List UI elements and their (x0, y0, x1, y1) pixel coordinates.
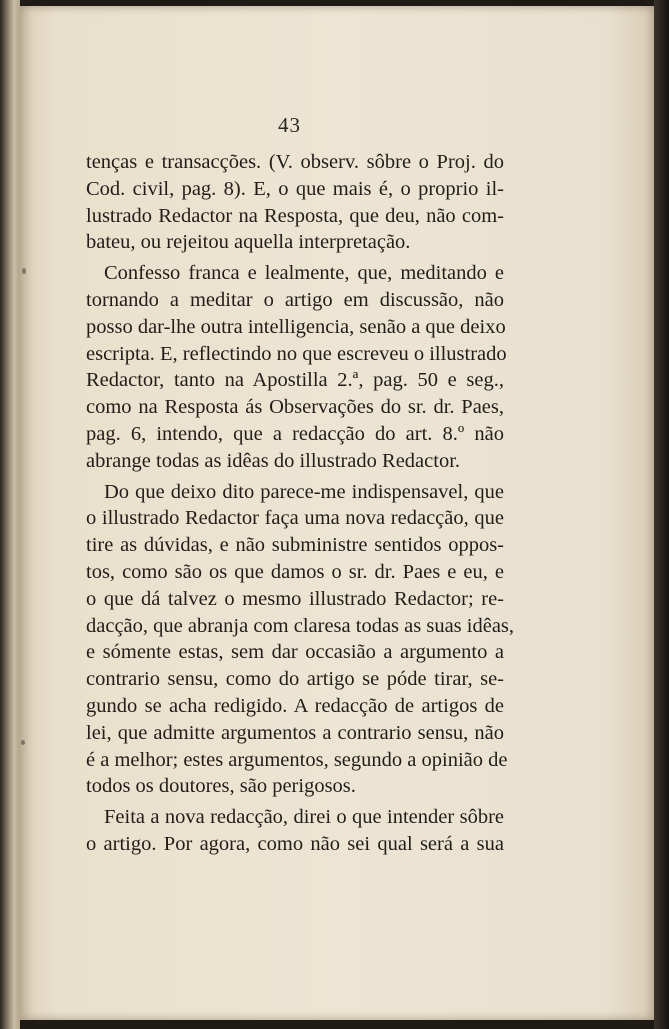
page-edge (654, 0, 669, 1029)
text-line: todos os doutores, são perigosos. (86, 775, 356, 798)
text-line: gundo se acha redigido. A redacção de artigos de (86, 694, 504, 717)
text-line: Feita a nova redacção, direi o que intender sôbre (104, 806, 504, 829)
text-line: tornando a meditar o artigo em discussão, não (86, 288, 504, 311)
book-binding (0, 0, 20, 1029)
ink-spot (21, 740, 25, 745)
text-line: Do que deixo dito parece-me indispensavel, que (104, 480, 504, 503)
text-line: pag. 6, intendo, que a redacção do art. 8.º não (86, 422, 504, 445)
text-line: o artigo. Por agora, como não sei qual será a sua (86, 832, 504, 855)
text-line: Redactor, tanto na Apostilla 2.ª, pag. 50 e seg., (86, 369, 504, 392)
text-line: e sómente estas, sem dar occasião a argumento a (86, 641, 504, 664)
page-number: 43 (278, 113, 301, 137)
text-line: lustrado Redactor na Resposta, que deu, não com- (86, 204, 504, 227)
text-line: o illustrado Redactor faça uma nova redacção, que (86, 507, 504, 530)
text-line: tire as dúvidas, e não subministre sentidos oppos- (86, 534, 504, 557)
text-line: Cod. civil, pag. 8). E, o que mais é, o proprio il- (86, 177, 504, 200)
text-line: posso dar-lhe outra intelligencia, senão a que deixo (86, 315, 506, 338)
text-line: abrange todas as idêas do illustrado Redactor. (86, 449, 461, 472)
body-text (86, 149, 515, 858)
text-line: escripta. E, reflectindo no que escreveu o illustrado (86, 342, 507, 365)
text-line: como na Resposta ás Observações do sr. dr. Paes, (86, 396, 504, 419)
text-line: tos, como são os que damos o sr. dr. Paes e eu, e (86, 560, 504, 583)
text-line: tenças e transacções. (V. observ. sôbre o Proj. do (86, 151, 504, 173)
text-line: contrario sensu, como do artigo se póde tirar, se- (86, 668, 504, 691)
ink-spot (22, 268, 26, 274)
text-line: é a melhor; estes argumentos, segundo a opinião de (86, 748, 508, 771)
text-line: Confesso franca e lealmente, que, meditando e (104, 262, 504, 285)
text-line: o que dá talvez o mesmo illustrado Redactor; re- (86, 587, 504, 610)
text-line: bateu, ou rejeitou aquella interpretação. (86, 231, 411, 254)
text-line: dacção, que abranja com claresa todas as suas idêas, (86, 614, 515, 637)
text-line: lei, que admitte argumentos a contrario sensu, não (86, 721, 504, 744)
